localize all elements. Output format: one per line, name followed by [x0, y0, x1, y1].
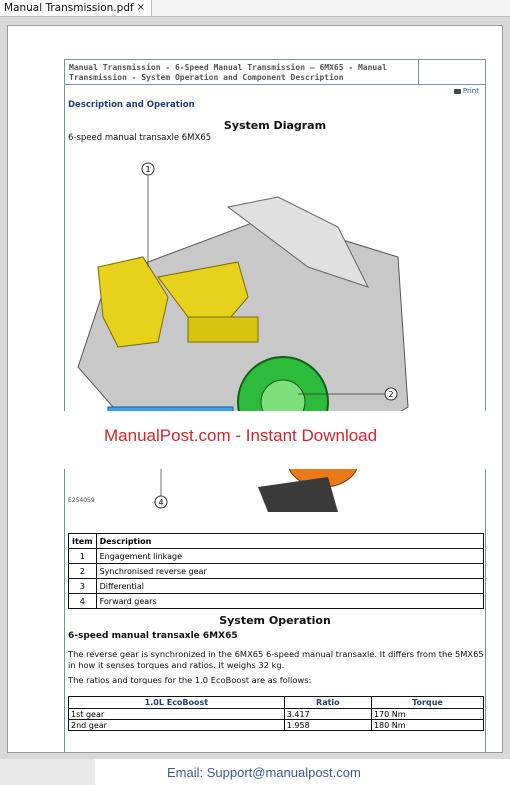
print-label: Print	[462, 87, 479, 95]
callout-4: 4	[158, 498, 164, 507]
gear-name: 2nd gear	[69, 720, 285, 731]
item-number: 3	[69, 579, 97, 594]
item-description: Differential	[96, 579, 483, 594]
item-number: 1	[69, 549, 97, 564]
table-row	[69, 709, 484, 720]
ratios-header-torque: Torque	[371, 697, 483, 709]
item-number: 2	[69, 564, 97, 579]
footer-bar	[0, 759, 510, 785]
diagram-title: System Diagram	[223, 119, 327, 132]
items-header-item: Item	[69, 534, 97, 549]
footer-left-strip	[0, 759, 95, 785]
ratios-header-ratio: Ratio	[284, 697, 371, 709]
ratios-table	[68, 696, 484, 731]
gear-torque: 180 Nm	[371, 720, 483, 731]
item-description: Engagement linkage	[96, 549, 483, 564]
pdf-page	[7, 25, 503, 753]
item-description: Synchronised reverse gear	[96, 564, 483, 579]
item-description: Forward gears	[96, 594, 483, 609]
items-table	[68, 533, 484, 609]
section-heading: Description and Operation	[68, 100, 195, 110]
callout-1: 1	[145, 165, 151, 174]
watermark-banner	[8, 411, 503, 469]
banner-text: ManualPost.com - Instant Download	[104, 426, 378, 445]
system-operation-title: System Operation	[219, 614, 331, 627]
printer-icon	[454, 89, 461, 94]
callout-2: 2	[388, 390, 394, 399]
document-viewer[interactable]	[0, 17, 510, 759]
ratios-header-engine: 1.0L EcoBoost	[69, 697, 285, 709]
support-email: Email: Support@manualpost.com	[167, 765, 361, 780]
tab-bar	[0, 0, 510, 17]
tab-document[interactable]	[0, 0, 152, 16]
table-row	[69, 579, 484, 594]
gear-ratio: 3.417	[284, 709, 371, 720]
item-number: 4	[69, 594, 97, 609]
ratios-header-row	[69, 697, 484, 709]
gear-torque: 170 Nm	[371, 709, 483, 720]
gear-ratio: 1.958	[284, 720, 371, 731]
tab-title: Manual Transmission.pdf	[4, 2, 134, 14]
gear-name: 1st gear	[69, 709, 285, 720]
items-header-description: Description	[96, 534, 483, 549]
print-link[interactable]	[454, 87, 479, 95]
system-operation-subtitle: 6-speed manual transaxle 6MX65	[68, 631, 238, 641]
table-row	[69, 549, 484, 564]
figure-id: E254059	[68, 497, 95, 504]
items-header-row	[69, 534, 484, 549]
system-operation-paragraph-1: The reverse gear is synchronized in the 6MX65 6-speed manual transaxle. It differs from the 5MX65 in how it senses torques and ratios. It weighs 32 kg.	[68, 649, 484, 670]
system-operation-paragraph-2: The ratios and torques for the 1.0 EcoBoost are as follows:	[68, 675, 312, 685]
document-header	[64, 59, 486, 85]
diagram-caption: 6-speed manual transaxle 6MX65	[68, 133, 212, 143]
table-row	[69, 564, 484, 579]
header-title: Manual Transmission - 6-Speed Manual Transmission – 6MX65 - Manual Transmission - System Operation and Component Description	[69, 63, 387, 82]
table-row	[69, 594, 484, 609]
table-row	[69, 720, 484, 731]
close-icon[interactable]: ×	[136, 2, 145, 13]
header-box	[418, 60, 485, 84]
